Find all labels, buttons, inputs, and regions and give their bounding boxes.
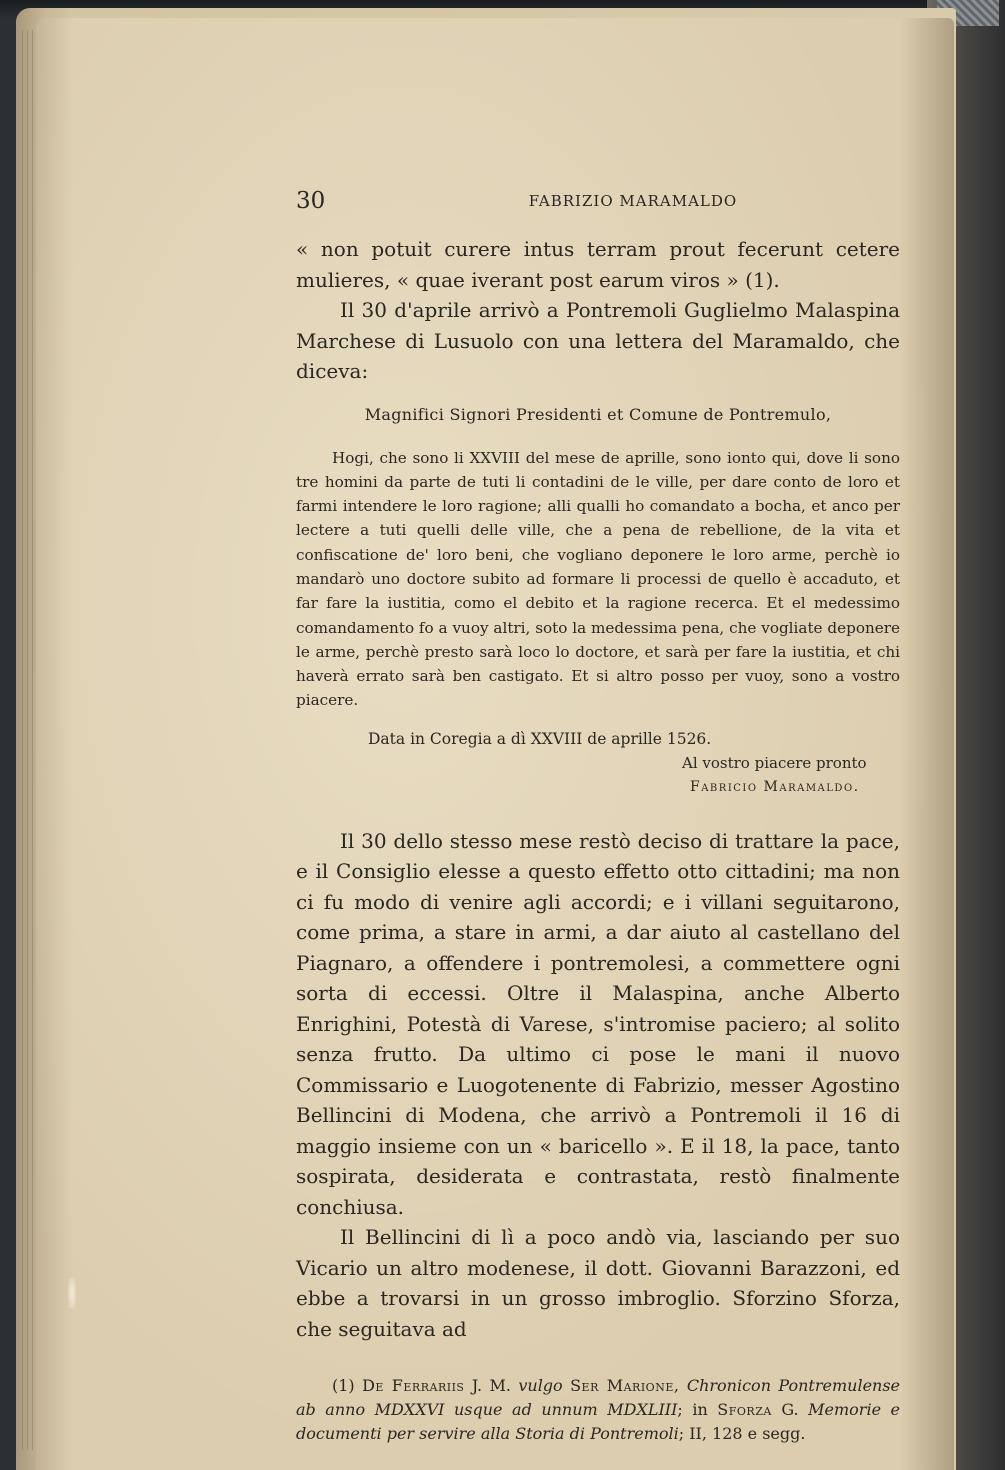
paragraph-bellincini: Il Bellincini di lì a poco andò via, lasciando per suo Vicario un altro modenese, il dott. Giovanni Barazzoni, ed ebbe a trovarsi in un grosso imbroglio. Sforzino Sforza, che seguitava ad — [296, 1225, 900, 1341]
running-title: FABRIZIO MARAMALDO — [528, 192, 738, 210]
letter-body: Hogi, che sono li XXVIII del mese de aprille, sono ionto qui, dove li sono tre homini da parte de tuti li contadini de le ville, per dare conto de loro et farmi intendere le loro ragione; alli qualli ho comandato a bocha, et anco per lectere a tuti quelli delle ville, che a pena de rebellione, de la vita et confiscatione de' loro beni, che vogliano deponere le loro arme, perchè io mandarò uno doctore subito ad formare li processi de quello è accaduto, et far fare la iustitia, como el debito et la ragione recerca. Et el medessimo comandamento fo a vuoy altri, soto la medessima pena, che vogliate deponere le arme, perchè presto sarà loco lo doctore, et sarà per fare la iustitia, et chi haverà errato sarà ben castigato. Et si altro posso per vuoy, sono a vostro piacere. — [296, 448, 900, 710]
footnote — [296, 1374, 900, 1446]
letter-signature: Fabricio Maramaldo. — [690, 778, 860, 795]
page-smudge — [68, 1278, 76, 1308]
letter-date: Data in Coregia a dì XXVIII de aprille 1526. — [368, 729, 712, 748]
footnote-author: De Ferrariis — [362, 1376, 465, 1396]
footnote-initials: J. M. — [471, 1376, 511, 1396]
footnote-author2: Sforza — [717, 1400, 772, 1420]
letter-salutation: Magnifici Signori Presidenti et Comune de Pontremulo, — [364, 404, 832, 424]
paragraph-peace: Il 30 dello stesso mese restò deciso di trattare la pace, e il Consiglio elesse a questo effetto otto cittadini; ma non ci fu modo di venire agli accordi; e i villani seguitarono, come prima, a stare in armi, a dar aiuto al castellano del Piagnaro, a offendere i pontremolesi, a commettere ogni sorta di eccessi. Oltre il Malaspina, anche Alberto Enrighini, Potestà di Varese, s'intromise paciero; al solito senza frutto. Da ultimo ci pose le mani il nuovo Commissario e Luogotenente di Fabrizio, messer Agostino Bellincini di Modena, che arrivò a Pontremoli il 16 di maggio insieme con un « baricello ». E il 18, la pace, tanto sospirata, desiderata e contrastata, restò finalmente conchiusa. — [296, 828, 900, 1219]
letter-closing: Al vostro piacere pronto — [682, 753, 867, 772]
paragraph-arrival: Il 30 d'aprile arrivò a Pontremoli Guglielmo Malaspina Marchese di Lusuolo con una lettera del Maramaldo, che diceva: — [296, 298, 900, 383]
running-head — [296, 186, 900, 218]
footnote-marker: (1) — [332, 1376, 355, 1396]
footnote-vulgo: vulgo — [518, 1376, 563, 1396]
paragraph-quote-continuation: « non potuit curere intus terram prout fecerunt cetere mulieres, « quae iverant post earum viros » (1). — [296, 237, 900, 292]
footnote-reference: ; II, 128 e segg. — [678, 1424, 806, 1444]
page-number: 30 — [296, 188, 326, 214]
footnote-title: Chronicon Pontremulense ab anno MDXXVI usque ad unnum MDXLIII — [296, 1376, 901, 1420]
footnote-separator: ; in — [677, 1400, 708, 1420]
footnote-initial2: G. — [781, 1400, 799, 1420]
footnote-title2: Memorie e documenti per servire alla Storia di Pontremoli — [296, 1400, 901, 1444]
page-content — [296, 186, 900, 1462]
footnote-alias: Ser Marione, — [570, 1376, 680, 1396]
